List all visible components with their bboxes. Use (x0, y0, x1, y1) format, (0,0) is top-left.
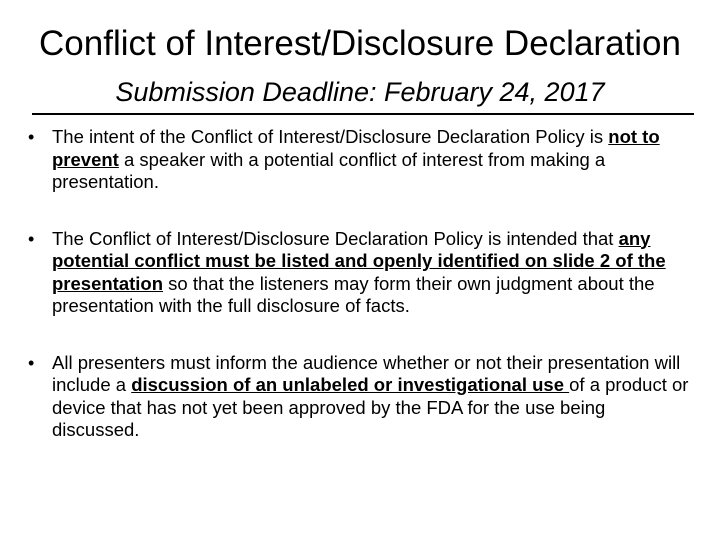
bullet-item (26, 126, 696, 194)
bullet-dot: • (28, 352, 35, 373)
slide-title: Conflict of Interest/Disclosure Declaration (39, 24, 681, 63)
bullet-item (26, 228, 696, 318)
bullet-text-before: All presenters must inform the audience whether or not their presentation will include a (52, 351, 681, 395)
bullet-item (26, 352, 696, 442)
slide-subtitle: Submission Deadline: February 24, 2017 (115, 77, 605, 107)
bullet-text-emphasis: any potential conflict must be listed and openly identified on slide 2 of the presentation (52, 227, 666, 294)
subtitle-underline (32, 113, 694, 115)
bullet-list (26, 126, 696, 442)
bullet-text-emphasis: discussion of an unlabeled or investigational use (131, 374, 570, 395)
bullet-text-emphasis: not to prevent (52, 126, 660, 170)
bullet-text-before: The intent of the Conflict of Interest/Disclosure Declaration Policy is (52, 126, 609, 147)
bullet-dot: • (28, 228, 35, 249)
bullet-text-after: so that the listeners may form their own judgment about the presentation with the full disclosure of facts. (52, 272, 655, 316)
bullet-text-after: a speaker with a potential conflict of interest from making a presentation. (52, 148, 606, 192)
bullet-text-before: The Conflict of Interest/Disclosure Declaration Policy is intended that (52, 227, 619, 249)
bullet-dot: • (28, 127, 35, 147)
bullet-text-after: of a product or device that has not yet been approved by the FDA for the use being discussed. (52, 374, 689, 440)
